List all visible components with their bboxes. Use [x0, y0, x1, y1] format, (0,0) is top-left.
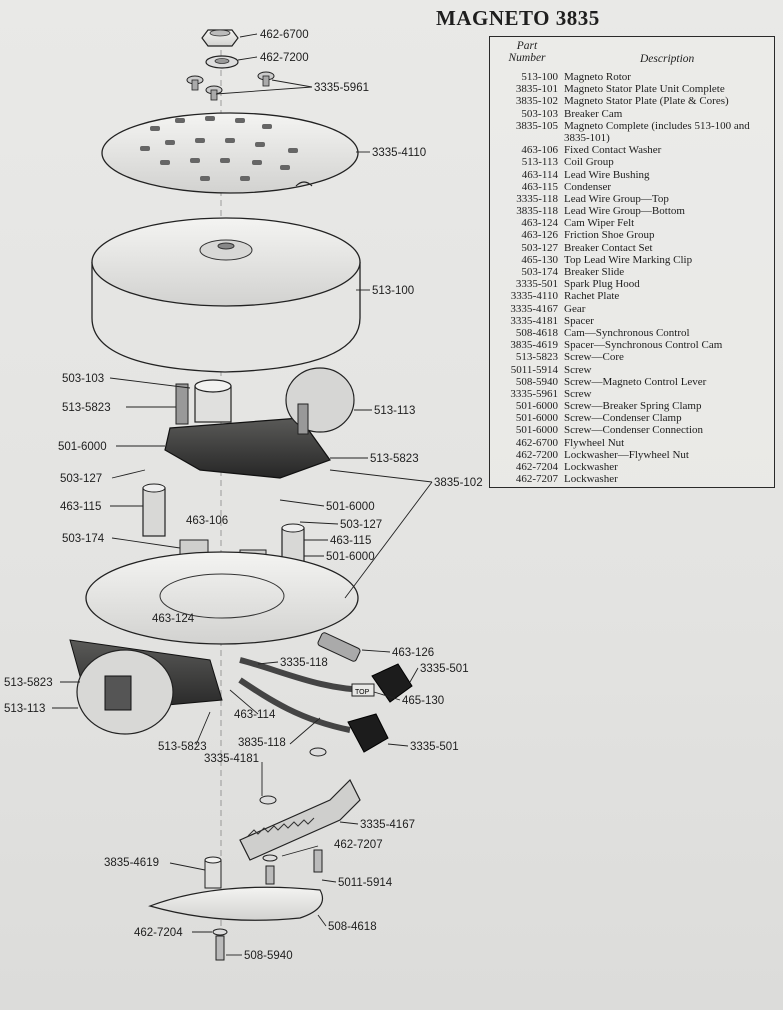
callout-5011-5914: 5011-5914 — [338, 877, 393, 889]
control-lever-screw-part — [213, 929, 227, 960]
part-number-cell: 462-7200 — [515, 448, 558, 461]
part-number-cell: 463-124 — [521, 217, 558, 230]
part-number-cell: 503-103 — [521, 107, 558, 120]
coil-group-bottom-part — [70, 640, 222, 734]
callout-503-103: 503-103 — [62, 373, 105, 385]
description-cell: Magneto Stator Plate Unit Complete — [564, 83, 725, 96]
part-number-cell: 465-130 — [521, 253, 558, 266]
description-cell: Cam Wiper Felt — [564, 217, 635, 230]
callout-503-174: 503-174 — [62, 533, 105, 545]
callout-503-127-b: 503-127 — [340, 519, 383, 531]
description-cell: Magneto Rotor — [564, 71, 631, 83]
part-number-cell: 3335-4167 — [510, 302, 558, 315]
part-number-cell: 3335-118 — [516, 192, 558, 205]
description-cell: Spacer—Synchronous Control Cam — [564, 339, 723, 352]
magneto-stator-plate-part — [165, 368, 354, 478]
part-number-cell: 463-114 — [521, 168, 558, 181]
callout-463-115-a: 463-115 — [60, 501, 102, 513]
part-number-cell: 462-7207 — [515, 473, 558, 486]
callout-508-5940: 508-5940 — [244, 950, 293, 962]
callout-3335-4181: 3335-4181 — [204, 753, 259, 765]
header-description: Description — [640, 53, 695, 65]
description-cell: Fixed Contact Washer — [564, 144, 662, 157]
top-lead-marking-clip-part — [352, 684, 374, 696]
callout-463-126: 463-126 — [392, 647, 435, 659]
description-cell: Screw—Core — [564, 351, 624, 364]
part-number-cell: 513-100 — [521, 71, 558, 83]
breaker-cam-part — [195, 380, 231, 422]
description-cell: Magneto Stator Plate (Plate & Cores) — [564, 95, 729, 108]
synchronous-spacer-part — [205, 857, 221, 888]
magneto-rotor-part — [92, 218, 360, 372]
condenser-left-part — [143, 484, 165, 536]
callout-3335-501-a: 3335-501 — [420, 663, 469, 675]
description-cell: Lead Wire Group—Bottom — [564, 205, 685, 218]
description-cell: Spacer — [564, 314, 594, 327]
callout-513-5823-d: 513-5823 — [158, 741, 207, 753]
part-number-cell: 508-4618 — [515, 326, 558, 339]
description-cell: Breaker Contact Set — [564, 241, 653, 254]
callout-463-115-b: 463-115 — [330, 535, 372, 547]
callout-513-5823-a: 513-5823 — [62, 402, 111, 414]
description-cell: Flywheel Nut — [564, 436, 625, 449]
part-number-cell: 513-113 — [521, 156, 558, 169]
description-cell: Top Lead Wire Marking Clip — [564, 253, 693, 266]
description-cell: Breaker Cam — [564, 107, 623, 120]
synchronous-control-cam-part — [150, 887, 323, 920]
callout-501-6000-c: 501-6000 — [326, 551, 375, 563]
flywheel-nut-part — [202, 30, 238, 46]
description-cell: Screw — [564, 387, 592, 400]
description-cell: Screw—Condenser Connection — [564, 424, 703, 437]
part-number-cell: 3835-101 — [515, 83, 558, 96]
part-number-cell: 5011-5914 — [510, 363, 558, 376]
spark-plug-hood-bottom-part — [348, 714, 388, 752]
description-cell: Lockwasher—Flywheel Nut — [564, 448, 689, 461]
part-number-cell: 501-6000 — [515, 412, 558, 425]
part-number-cell: 462-6700 — [515, 436, 558, 449]
callout-3335-4110: 3335-4110 — [372, 147, 427, 159]
description-cell: Screw — [564, 363, 592, 376]
lockwasher-and-screw-part — [263, 850, 322, 884]
part-number-cell: 3835-4619 — [510, 339, 558, 352]
callout-513-5823-b: 513-5823 — [370, 453, 419, 465]
part-number-cell: 3335-4181 — [510, 314, 558, 327]
description-cell: Magneto Complete (includes 513-100 and 3835-101) — [564, 119, 750, 144]
description-cell: Cam—Synchronous Control — [564, 326, 690, 339]
callout-508-4618: 508-4618 — [328, 921, 377, 933]
description-cell: Lead Wire Group—Top — [564, 192, 669, 205]
callout-3835-118: 3835-118 — [238, 737, 286, 749]
part-number-cell: 462-7204 — [515, 461, 558, 474]
callout-463-124: 463-124 — [152, 613, 195, 625]
part-number-cell: 463-126 — [521, 229, 558, 242]
rachet-plate-part — [102, 113, 358, 193]
part-number-cell: 508-5940 — [515, 375, 558, 388]
callout-513-5823-c: 513-5823 — [4, 677, 53, 689]
description-cell: Screw—Condenser Clamp — [564, 412, 682, 425]
header-part-number: Part Number — [508, 40, 546, 64]
part-number-cell: 3335-501 — [515, 278, 558, 291]
description-cell: Spark Plug Hood — [564, 278, 640, 291]
callout-3335-5961: 3335-5961 — [314, 82, 369, 94]
callout-513-100: 513-100 — [372, 285, 415, 297]
part-number-cell: 3835-118 — [516, 205, 558, 218]
clip-text: TOP — [355, 689, 370, 696]
page-title: MAGNETO 3835 — [436, 6, 600, 30]
callout-463-106: 463-106 — [186, 515, 229, 527]
description-cell: Lead Wire Bushing — [564, 168, 650, 181]
part-number-cell: 503-127 — [521, 241, 558, 254]
callout-462-6700: 462-6700 — [260, 29, 309, 41]
callout-3335-118: 3335-118 — [280, 657, 328, 669]
part-number-cell: 501-6000 — [515, 424, 558, 437]
callout-513-113-b: 513-113 — [4, 703, 46, 715]
description-cell: Lockwasher — [564, 461, 618, 474]
description-cell: Friction Shoe Group — [564, 229, 655, 242]
spacer-part — [260, 748, 326, 804]
callout-3835-4619: 3835-4619 — [104, 857, 159, 869]
description-cell: Rachet Plate — [564, 290, 620, 303]
part-number-cell: 513-5823 — [515, 351, 558, 364]
callout-501-6000-a: 501-6000 — [58, 441, 107, 453]
part-number-cell: 3835-105 — [515, 119, 558, 132]
part-number-cell: 3335-5961 — [510, 387, 558, 400]
part-number-cell: 503-174 — [521, 266, 558, 279]
callout-3335-4167: 3335-4167 — [360, 819, 415, 831]
callout-462-7207: 462-7207 — [334, 839, 383, 851]
callout-513-113-a: 513-113 — [374, 405, 416, 417]
callout-3335-501-b: 3335-501 — [410, 741, 459, 753]
part-number-cell: 3335-4110 — [510, 290, 558, 303]
lockwasher-flywheel-nut-part — [206, 56, 238, 68]
callout-3835-102: 3835-102 — [434, 477, 483, 489]
description-cell: Lockwasher — [564, 473, 618, 486]
callout-462-7200: 462-7200 — [260, 52, 309, 64]
description-cell: Screw—Magneto Control Lever — [564, 375, 707, 388]
part-number-cell: 3835-102 — [515, 95, 558, 108]
callout-465-130: 465-130 — [402, 695, 445, 707]
description-cell: Screw—Breaker Spring Clamp — [564, 400, 702, 413]
callout-462-7204: 462-7204 — [134, 927, 183, 939]
description-cell: Coil Group — [564, 156, 614, 169]
description-cell: Gear — [564, 302, 586, 315]
rachet-plate-screws-part — [187, 72, 274, 100]
part-number-cell: 501-6000 — [515, 400, 558, 413]
callout-503-127-a: 503-127 — [60, 473, 103, 485]
callout-463-114: 463-114 — [234, 709, 276, 721]
description-cell: Breaker Slide — [564, 266, 625, 279]
stator-base-plate-part — [86, 552, 358, 644]
part-number-cell: 463-106 — [521, 144, 558, 157]
callout-501-6000-b: 501-6000 — [326, 501, 375, 513]
part-number-cell: 463-115 — [521, 180, 558, 193]
description-cell: Condenser — [564, 180, 612, 193]
